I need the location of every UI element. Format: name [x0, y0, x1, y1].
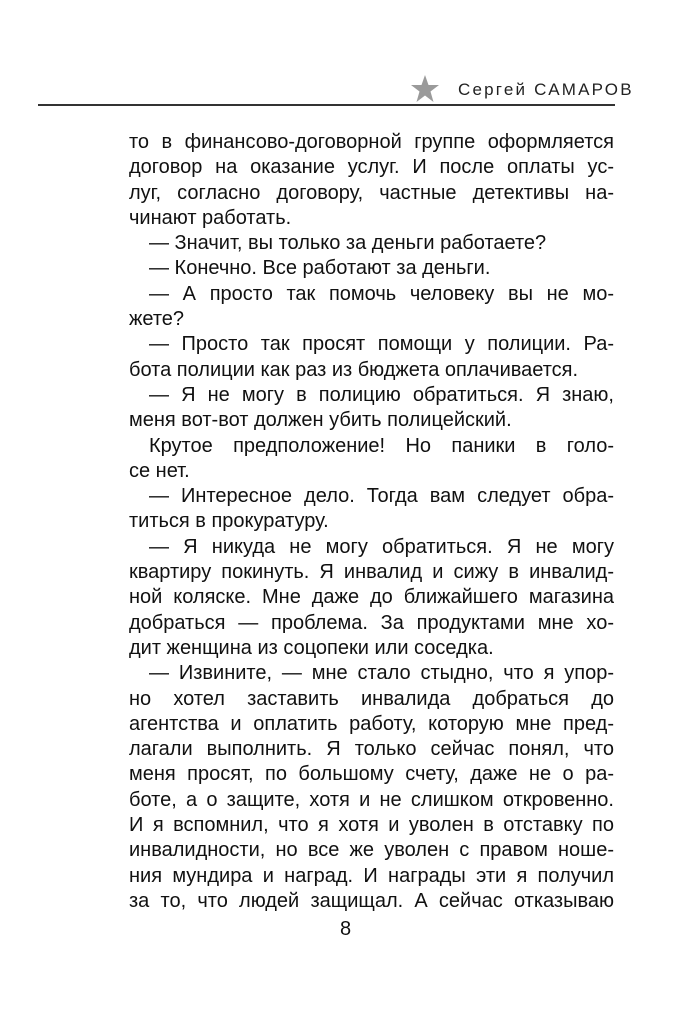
- text-line: — Интересное дело. Тогда вам следует обра-: [149, 485, 614, 508]
- text-line: за то, что людей защищал. А сейчас отказываю: [129, 889, 614, 912]
- text-line: се нет.: [129, 459, 190, 482]
- text-line: меня просят, по большому счету, даже не о ра-: [129, 763, 614, 786]
- text-line: — Значит, вы только за деньги работаете?: [149, 232, 547, 255]
- star-icon: [410, 74, 440, 104]
- text-line: агентства и оплатить работу, которую мне пред-: [129, 712, 614, 735]
- running-header: [410, 72, 634, 106]
- text-line: — Извините, — мне стало стыдно, что я упор-: [149, 662, 614, 685]
- text-line: Крутое предположение! Но паники в голо-: [149, 434, 614, 457]
- text-line: — Просто так просят помощи у полиции. Ра-: [149, 333, 614, 356]
- text-line: титься в прокуратуру.: [129, 510, 329, 533]
- text-line: жете?: [129, 308, 185, 331]
- text-line: меня вот-вот должен убить полицейский.: [129, 409, 512, 432]
- text-line: ния мундира и наград. И награды эти я получил: [129, 864, 614, 887]
- page-number: 8: [339, 918, 352, 940]
- text-line: — Я никуда не могу обратиться. Я не могу: [149, 535, 614, 558]
- text-line: чинают работать.: [129, 206, 292, 229]
- text-line: добраться — проблема. За продуктами мне хо-: [129, 611, 614, 634]
- text-line: бота полиции как раз из бюджета оплачивается.: [129, 358, 579, 381]
- text-line: — Я не могу в полицию обратиться. Я знаю,: [149, 383, 614, 406]
- text-line: договор на оказание услуг. И после оплаты ус-: [129, 156, 614, 179]
- text-line: И я вспомнил, что я хотя и уволен в отставку по: [129, 814, 614, 837]
- text-line: боте, а о защите, хотя и не слишком откровенно.: [129, 788, 614, 811]
- text-line: инвалидности, но все же уволен с правом ноше-: [129, 839, 614, 862]
- text-line: — А просто так помочь человеку вы не мо-: [149, 282, 614, 305]
- text-line: квартиру покинуть. Я инвалид и сижу в инвалид-: [129, 561, 614, 584]
- text-line: дит женщина из соцопеки или соседка.: [129, 636, 494, 659]
- text-line: ной коляске. Мне даже до ближайшего магазина: [129, 586, 614, 609]
- text-line: лагали выполнить. Я только сейчас понял, что: [129, 738, 614, 761]
- body-text: [129, 130, 614, 914]
- text-line: то в финансово-договорной группе оформляется: [129, 131, 614, 153]
- author-name: Сергей САМАРОВ: [458, 80, 634, 99]
- header-rule: [38, 104, 615, 106]
- text-line: луг, согласно договору, частные детективы на-: [129, 181, 614, 204]
- text-line: — Конечно. Все работают за деньги.: [149, 257, 491, 280]
- text-line: но хотел заставить инвалида добраться до: [129, 687, 614, 710]
